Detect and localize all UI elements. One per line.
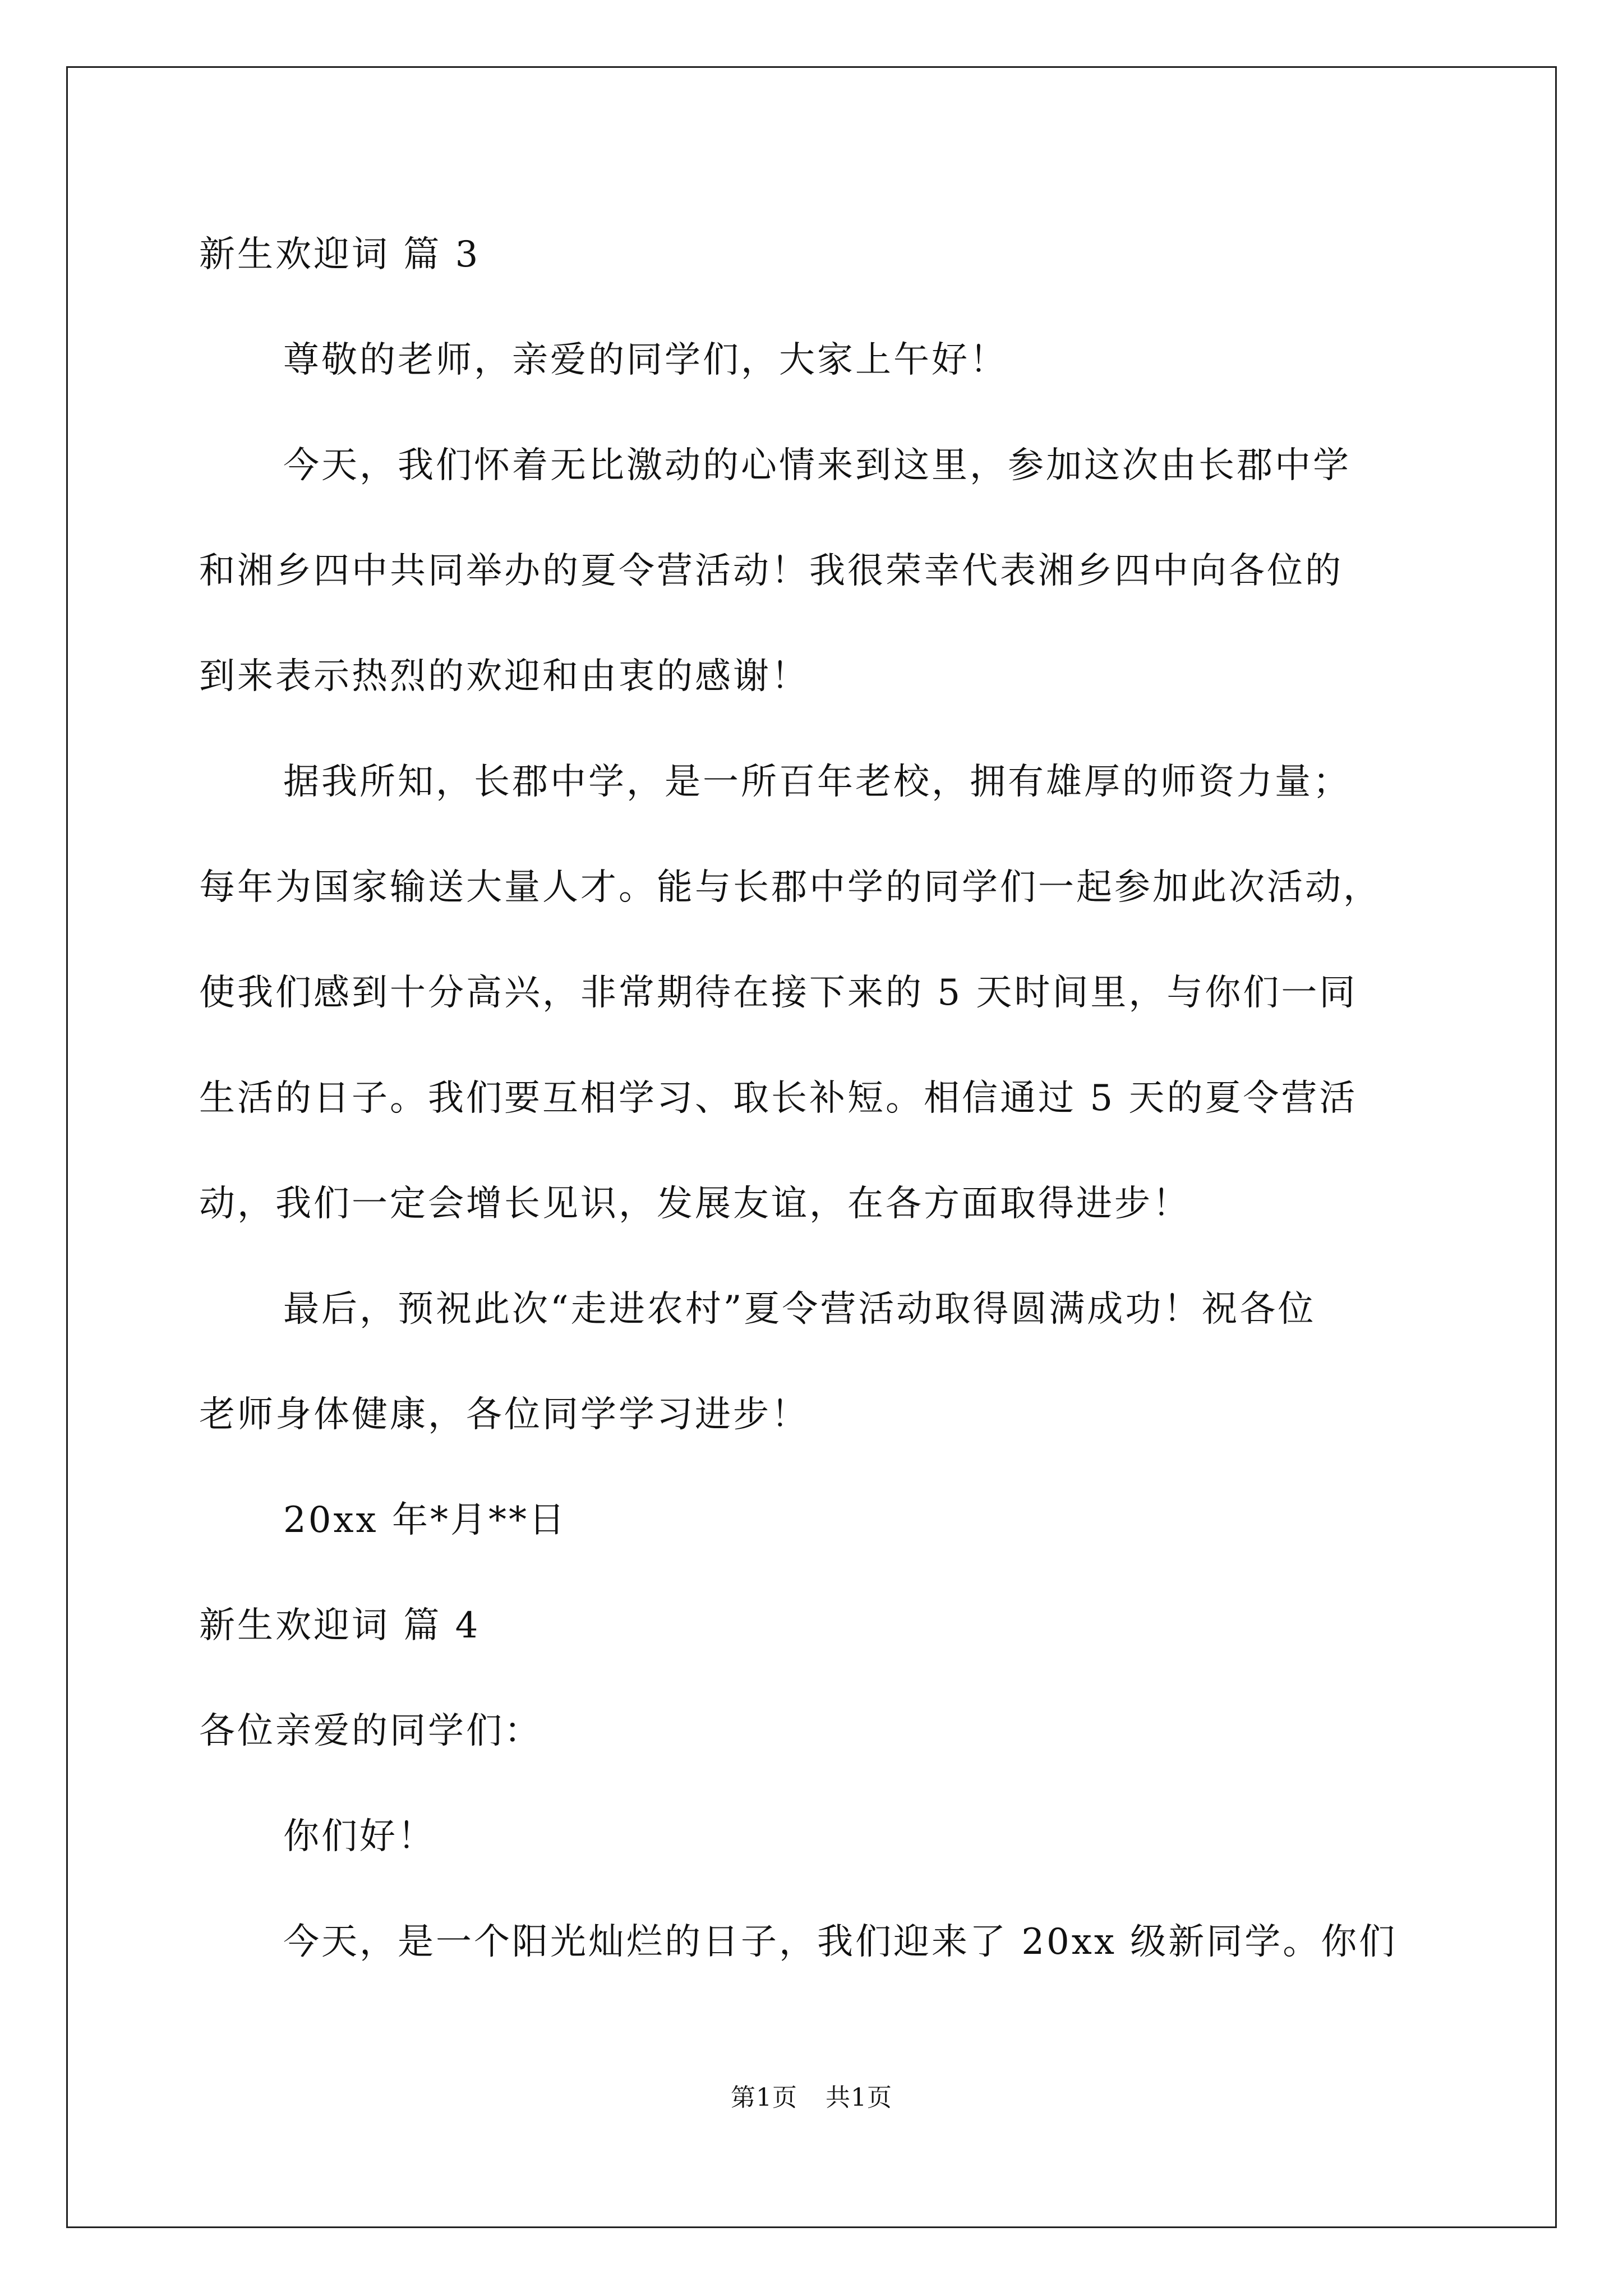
paragraph-line: 每年为国家输送大量人才。能与长郡中学的同学们一起参加此次活动， <box>199 867 1381 908</box>
paragraph-line: 使我们感到十分高兴，非常期待在接下来的 5 天时间里，与你们一同 <box>199 972 1358 1014</box>
document-body <box>199 202 1433 1995</box>
paragraph-line: 老师身体健康，各位同学学习进步！ <box>199 1394 809 1435</box>
page-number: 第1页 <box>731 2083 797 2112</box>
paragraph-line: 和湘乡四中共同举办的夏令营活动！我很荣幸代表湘乡四中向各位的 <box>199 550 1343 592</box>
paragraph-line: 动，我们一定会增长见识，发展友谊，在各方面取得进步！ <box>199 1183 1191 1225</box>
page-total: 共1页 <box>826 2083 892 2112</box>
section-title: 新生欢迎词 篇 3 <box>199 234 481 275</box>
paragraph-line: 今天，我们怀着无比激动的心情来到这里，参加这次由长郡中学 <box>283 445 1351 486</box>
paragraph-line: 今天，是一个阳光灿烂的日子，我们迎来了 20xx 级新同学。你们 <box>283 1921 1398 1963</box>
date-line: 20xx 年*月**日 <box>283 1499 567 1541</box>
paragraph-line: 最后，预祝此次“走进农村”夏令营活动取得圆满成功！祝各位 <box>283 1289 1316 1330</box>
paragraph-line: 你们好！ <box>283 1816 436 1857</box>
page-footer <box>0 2081 1623 2115</box>
salutation-line: 各位亲爱的同学们： <box>199 1710 542 1752</box>
paragraph-line: 到来表示热烈的欢迎和由衷的感谢！ <box>199 656 809 697</box>
paragraph-line: 生活的日子。我们要互相学习、取长补短。相信通过 5 天的夏令营活 <box>199 1078 1358 1119</box>
paragraph-line: 据我所知，长郡中学，是一所百年老校，拥有雄厚的师资力量； <box>283 761 1351 803</box>
section-title: 新生欢迎词 篇 4 <box>199 1605 481 1646</box>
paragraph-line: 尊敬的老师，亲爱的同学们，大家上午好！ <box>283 339 1008 381</box>
